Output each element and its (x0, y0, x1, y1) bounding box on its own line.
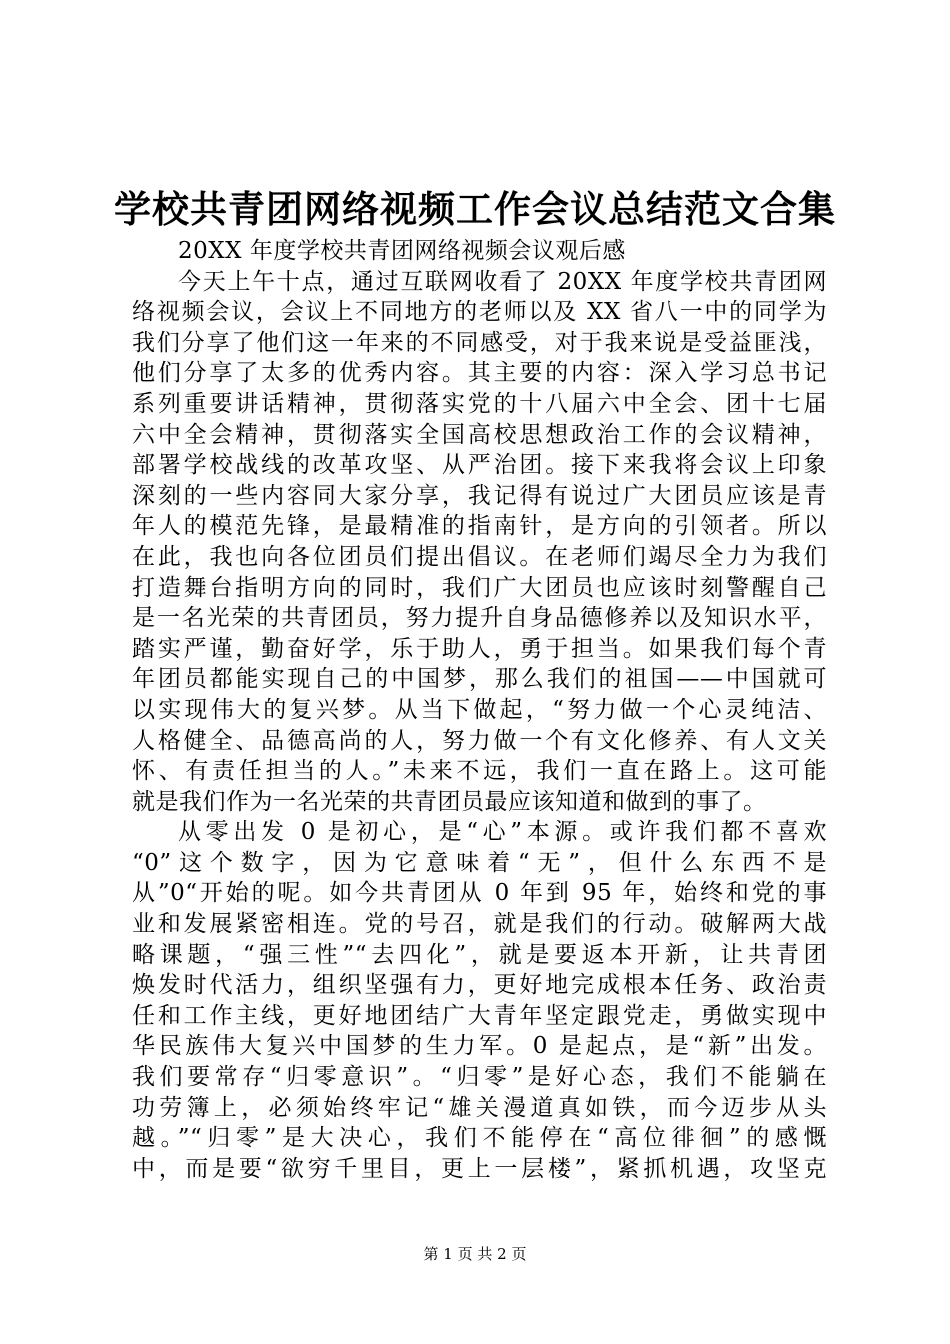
paragraph-1-line: 他们分享了太多的优秀内容。其主要的内容：深入学习总书记 (132, 360, 827, 387)
paragraph-2-line: 业和发展紧密相连。党的号召，就是我们的行动。破解两大战 (132, 911, 827, 938)
paragraph-1-line: 年团员都能实现自己的中国梦，那么我们的祖国——中国就可 (132, 666, 827, 693)
paragraph-1 (132, 267, 827, 818)
paragraph-2-line: 任和工作主线，更好地团结广大青年坚定跟党走，勇做实现中 (132, 1002, 827, 1029)
paragraph-1-line: 在此，我也向各位团员们提出倡议。在老师们竭尽全力为我们 (132, 543, 827, 570)
paragraph-2-line: “0”这个数字，因为它意味着“无”，但什么东西不是 (132, 849, 827, 876)
paragraph-1-line: 人格健全、品德高尚的人，努力做一个有文化修养、有人文关 (132, 727, 827, 754)
paragraph-1-line: 是一名光荣的共青团员，努力提升自身品德修养以及知识水平， (132, 605, 827, 632)
document-title: 学校共青团网络视频工作会议总结范文合集 (114, 187, 836, 231)
paragraph-1-line: 今天上午十点，通过互联网收看了 20XX 年度学校共青团网 (178, 268, 827, 295)
paragraph-1-line: 年人的模范先锋，是最精准的指南针，是方向的引领者。所以 (132, 513, 827, 540)
paragraph-1-line: 就是我们作为一名光荣的共青团员最应该知道和做到的事了。 (132, 788, 767, 815)
document-body (132, 236, 827, 1184)
paragraph-1-line: 怀、有责任担当的人。”未来不远，我们一直在路上。这可能 (132, 758, 827, 785)
paragraph-1-line: 我们分享了他们这一年来的不同感受，对于我来说是受益匪浅， (132, 329, 827, 356)
paragraph-1-line: 部署学校战线的改革攻坚、从严治团。接下来我将会议上印象 (132, 452, 827, 479)
paragraph-1-line: 六中全会精神，贯彻落实全国高校思想政治工作的会议精神， (132, 421, 827, 448)
paragraph-1-line: 络视频会议，会议上不同地方的老师以及 XX 省八一中的同学为 (132, 299, 827, 326)
paragraph-2-line: 中，而是要“欲穷千里目，更上一层楼”，紧抓机遇，攻坚克 (132, 1155, 827, 1182)
paragraph-2-line: 从”0“开始的呢。如今共青团从 0 年到 95 年，始终和党的事 (132, 880, 827, 907)
paragraph-2-line: 我们要常存“归零意识”。“归零”是好心态，我们不能躺在 (132, 1064, 827, 1091)
paragraph-2-line: 华民族伟大复兴中国梦的生力军。0 是起点，是“新”出发。 (132, 1033, 827, 1060)
paragraph-2-line: 焕发时代活力，组织坚强有力，更好地完成根本任务、政治责 (132, 972, 827, 999)
paragraph-1-line: 踏实严谨，勤奋好学，乐于助人，勇于担当。如果我们每个青 (132, 635, 827, 662)
paragraph-1-line: 深刻的一些内容同大家分享，我记得有说过广大团员应该是青 (132, 482, 827, 509)
page-footer: 第 1 页 共 2 页 (423, 1245, 527, 1263)
paragraph-2-line: 从零出发 0 是初心，是“心”本源。或许我们都不喜欢 (178, 819, 827, 846)
paragraph-2 (132, 817, 827, 1184)
paragraph-2-line: 越。”“归零”是大决心，我们不能停在“高位徘徊”的感慨 (132, 1125, 827, 1152)
paragraph-1-line: 以实现伟大的复兴梦。从当下做起，“努力做一个心灵纯洁、 (132, 696, 827, 723)
paragraph-2-line: 略课题，“强三性”“去四化”，就是要返本开新，让共青团 (132, 941, 827, 968)
paragraph-1-line: 打造舞台指明方向的同时，我们广大团员也应该时刻警醒自己 (132, 574, 827, 601)
paragraph-1-line: 系列重要讲话精神，贯彻落实党的十八届六中全会、团十七届 (132, 390, 827, 417)
subheading: 20XX 年度学校共青团网络视频会议观后感 (178, 238, 626, 264)
paragraph-2-line: 功劳簿上，必须始终牢记“雄关漫道真如铁，而今迈步从头 (132, 1094, 827, 1121)
